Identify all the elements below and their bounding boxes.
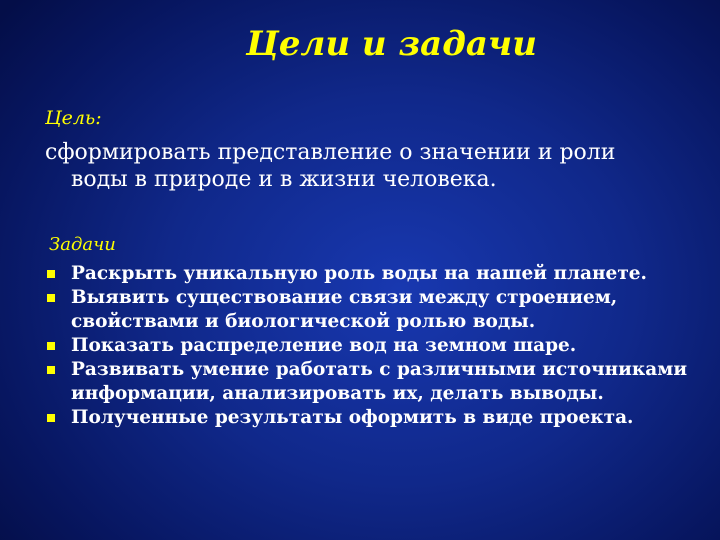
task-item bbox=[45, 334, 705, 358]
square-bullet-icon bbox=[47, 294, 55, 302]
task-item bbox=[45, 262, 705, 286]
task-item bbox=[45, 406, 705, 430]
task-item bbox=[45, 358, 705, 406]
square-bullet-icon bbox=[47, 366, 55, 374]
task-text: Развивать умение работать с различными источниками информации, анализировать их, делать выводы. bbox=[71, 359, 688, 404]
task-text: Выявить существование связи между строением, свойствами и биологической ролью воды. bbox=[71, 287, 618, 332]
task-item bbox=[45, 286, 705, 334]
task-text: Полученные результаты оформить в виде проекта. bbox=[71, 407, 634, 428]
task-text: Раскрыть уникальную роль воды на нашей планете. bbox=[71, 263, 648, 284]
tasks-list bbox=[45, 262, 705, 430]
task-text: Показать распределение вод на земном шаре. bbox=[71, 335, 577, 356]
goal-text bbox=[45, 139, 685, 193]
goal-text-line-2: воды в природе и в жизни человека. bbox=[71, 167, 497, 192]
slide-title: Цели и задачи bbox=[246, 24, 537, 64]
square-bullet-icon bbox=[47, 270, 55, 278]
tasks-label: Задачи bbox=[49, 234, 116, 255]
square-bullet-icon bbox=[47, 414, 55, 422]
goal-label: Цель: bbox=[45, 107, 102, 129]
goal-text-line-1: сформировать представление о значении и роли bbox=[45, 140, 616, 165]
square-bullet-icon bbox=[47, 342, 55, 350]
